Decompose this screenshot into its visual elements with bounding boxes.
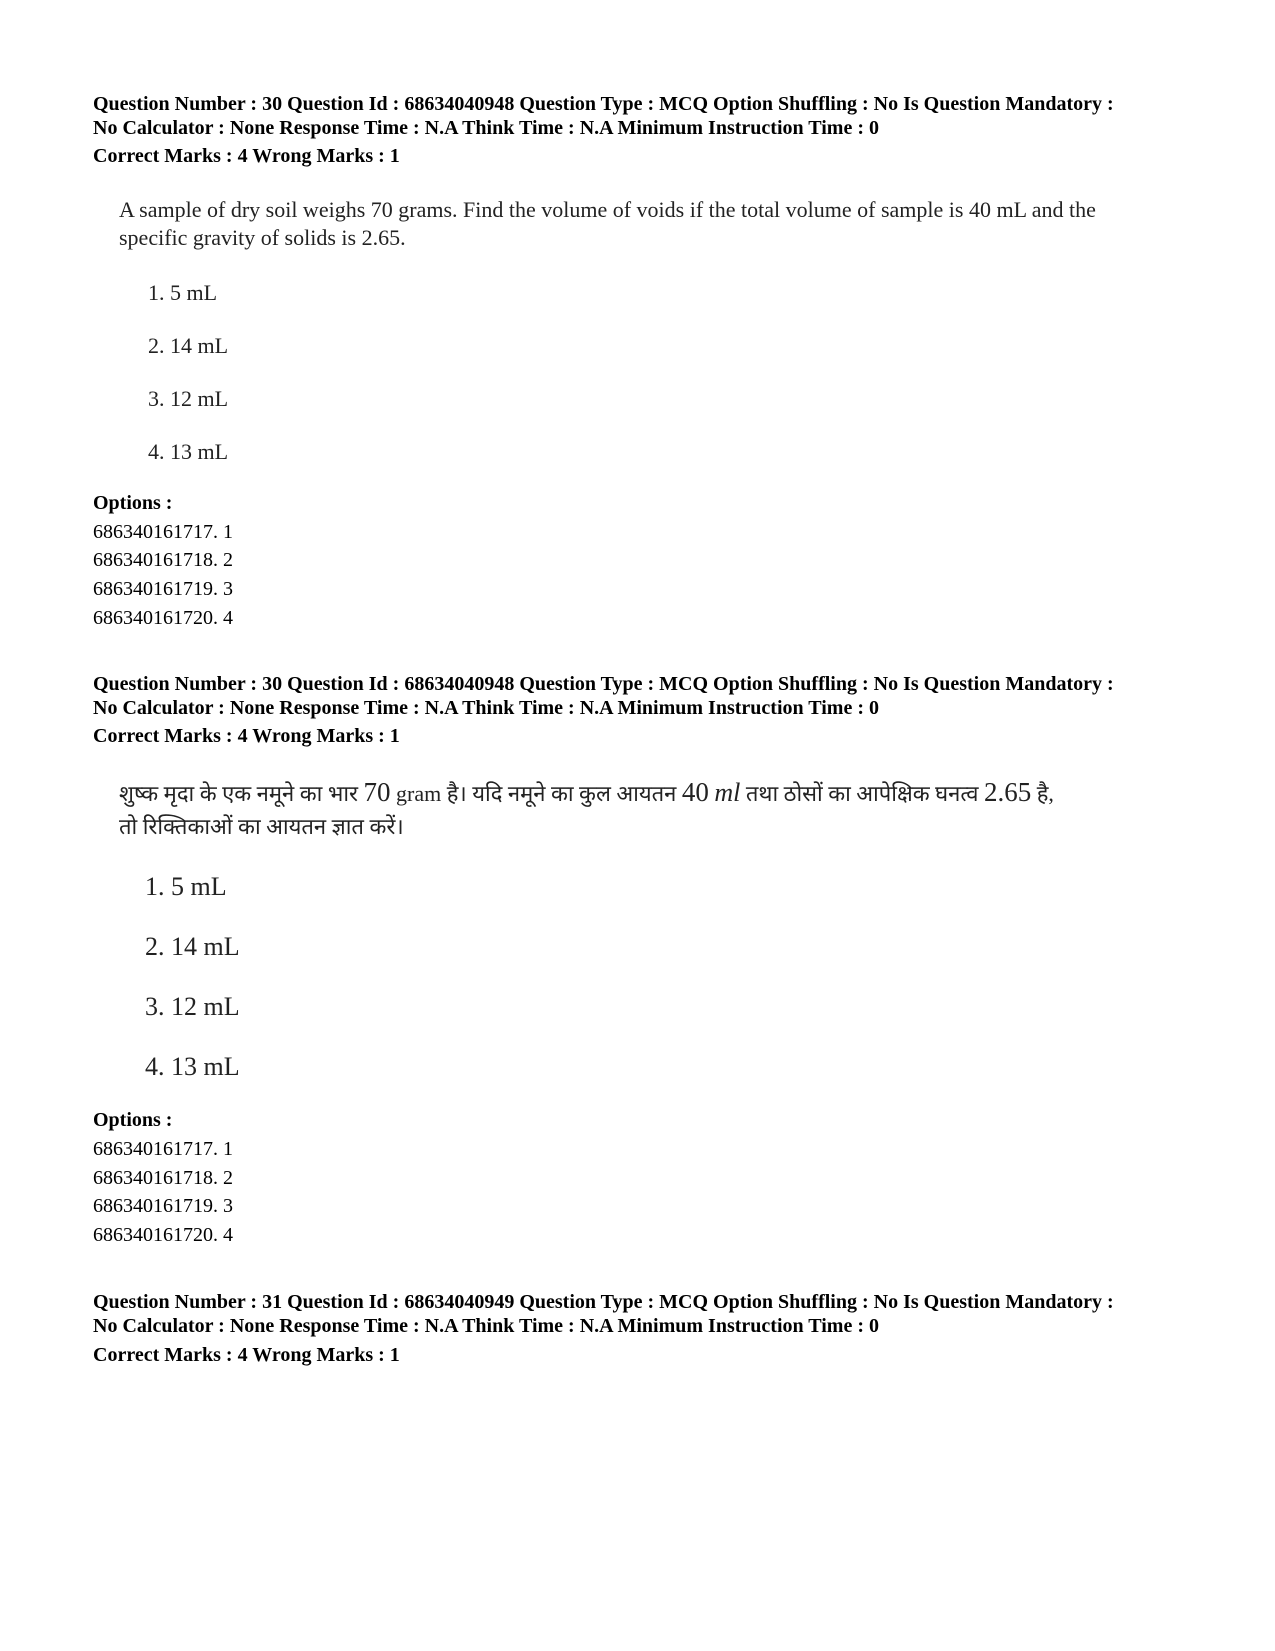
question-header-line: Question Number : 30 Question Id : 68634040948 Question Type : MCQ Option Shuffling : No Is Question Mandatory :: [93, 673, 1114, 695]
answer-choice: 2. 14 mL: [145, 932, 240, 961]
marks-line: Correct Marks : 4 Wrong Marks : 1: [93, 145, 400, 167]
marks-line: Correct Marks : 4 Wrong Marks : 1: [93, 725, 400, 747]
stem-number: 40: [681, 777, 709, 807]
option-id: 686340161718. 2: [93, 549, 233, 571]
question-stem: [119, 196, 1199, 252]
answer-choice: 1. 5 mL: [145, 872, 227, 901]
question-header-line: No Calculator : None Response Time : N.A Think Time : N.A Minimum Instruction Time : 0: [93, 117, 879, 139]
option-id: 686340161719. 3: [93, 1195, 233, 1217]
answer-choice: 3. 12 mL: [145, 992, 240, 1021]
answer-choice: 1. 5 mL: [148, 280, 218, 305]
stem-text: gram है। यदि नमूने का कुल आयतन: [390, 781, 682, 806]
option-id: 686340161718. 2: [93, 1167, 233, 1189]
question-header: [93, 672, 1213, 720]
answer-choice: 2. 14 mL: [148, 333, 229, 358]
stem-number: 2.65: [983, 777, 1032, 807]
option-id: 686340161720. 4: [93, 607, 233, 629]
options-title: Options :: [93, 1109, 173, 1131]
answer-choice: 4. 13 mL: [145, 1052, 240, 1081]
question-header-line: No Calculator : None Response Time : N.A Think Time : N.A Minimum Instruction Time : 0: [93, 697, 879, 719]
question-stem-line: [119, 776, 1199, 810]
question-header-line: Question Number : 30 Question Id : 68634040948 Question Type : MCQ Option Shuffling : No Is Question Mandatory :: [93, 93, 1114, 115]
marks-line: Correct Marks : 4 Wrong Marks : 1: [93, 1344, 400, 1366]
question-stem-line: तो रिक्तिकाओं का आयतन ज्ञात करें।: [119, 814, 404, 839]
option-id: 686340161717. 1: [93, 1138, 233, 1160]
question-stem: [119, 776, 1199, 843]
stem-number: 70: [363, 777, 391, 807]
stem-text: शुष्क मृदा के एक नमूने का भार: [119, 781, 364, 806]
question-header-line: Question Number : 31 Question Id : 68634040949 Question Type : MCQ Option Shuffling : No Is Question Mandatory :: [93, 1291, 1114, 1313]
answer-choice: 4. 13 mL: [148, 439, 229, 464]
option-id: 686340161720. 4: [93, 1224, 233, 1246]
answer-choice: 3. 12 mL: [148, 386, 229, 411]
stem-unit: ml: [714, 778, 741, 807]
options-title: Options :: [93, 492, 173, 514]
option-id: 686340161719. 3: [93, 578, 233, 600]
option-id: 686340161717. 1: [93, 521, 233, 543]
question-stem-line: A sample of dry soil weighs 70 grams. Find the volume of voids if the total volume of sample is 40 mL and the: [119, 197, 1096, 222]
question-header-line: No Calculator : None Response Time : N.A Think Time : N.A Minimum Instruction Time : 0: [93, 1315, 879, 1337]
question-stem-line: specific gravity of solids is 2.65.: [119, 225, 406, 250]
stem-text: तथा ठोसों का आपेक्षिक घनत्व: [740, 781, 984, 806]
question-header: [93, 1290, 1213, 1338]
stem-text: है,: [1031, 781, 1054, 806]
question-header: [93, 92, 1213, 140]
